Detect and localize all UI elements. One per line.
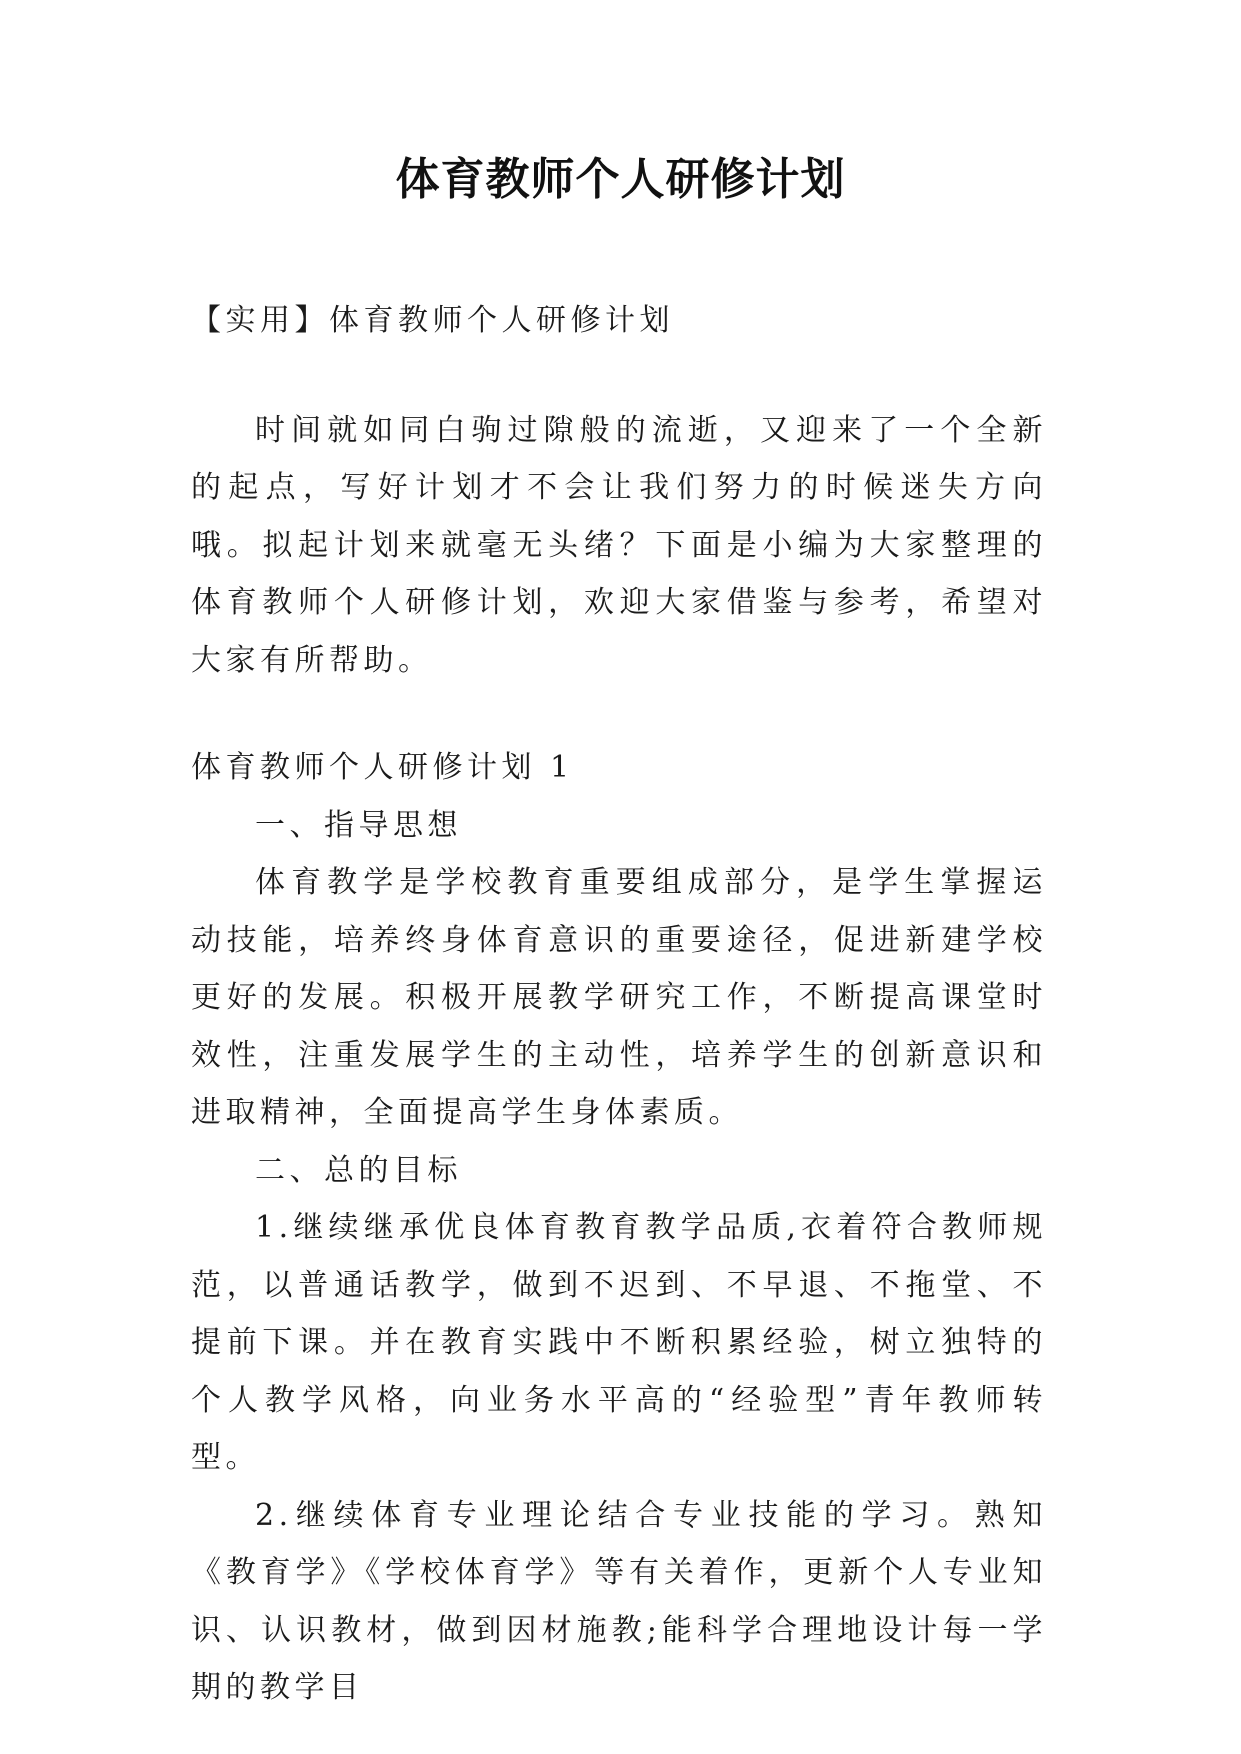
heading-overall-goal: 二、总的目标 — [255, 1152, 462, 1188]
section-title: 体育教师个人研修计划 1 — [191, 750, 574, 785]
paragraph-goal-2: 2.继续体育专业理论结合专业技能的学习。熟知《教育学》《学校体育学》等有关着作，更新个人专业知识、认识教材，做到因材施教;能科学合理地设计每一学期的教学目 — [191, 1497, 1047, 1705]
paragraph-goal-1: 1.继续继承优良体育教育教学品质,衣着符合教师规范，以普通话教学，做到不迟到、不早退、不拖堂、不提前下课。并在教育实践中不断积累经验，树立独特的个人教学风格，向业务水平高的“经验型”青年教师转型。 — [191, 1210, 1047, 1475]
paragraph-guiding-thought: 体育教学是学校教育重要组成部分，是学生掌握运动技能，培养终身体育意识的重要途径，促进新建学校更好的发展。积极开展教学研究工作，不断提高课堂时效性，注重发展学生的主动性，培养学生的创新意识和进取精神，全面提高学生身体素质。 — [191, 865, 1047, 1130]
subtitle-line: 【实用】体育教师个人研修计划 — [191, 303, 674, 338]
document-title: 体育教师个人研修计划 — [395, 154, 846, 205]
heading-guiding-thought: 一、指导思想 — [255, 807, 462, 843]
document-body — [191, 292, 1047, 1717]
intro-paragraph: 时间就如同白驹过隙般的流逝，又迎来了一个全新的起点，写好计划才不会让我们努力的时候迷失方向哦。拟起计划来就毫无头绪？下面是小编为大家整理的体育教师个人研修计划，欢迎大家借鉴与参考，希望对大家有所帮助。 — [191, 412, 1047, 678]
